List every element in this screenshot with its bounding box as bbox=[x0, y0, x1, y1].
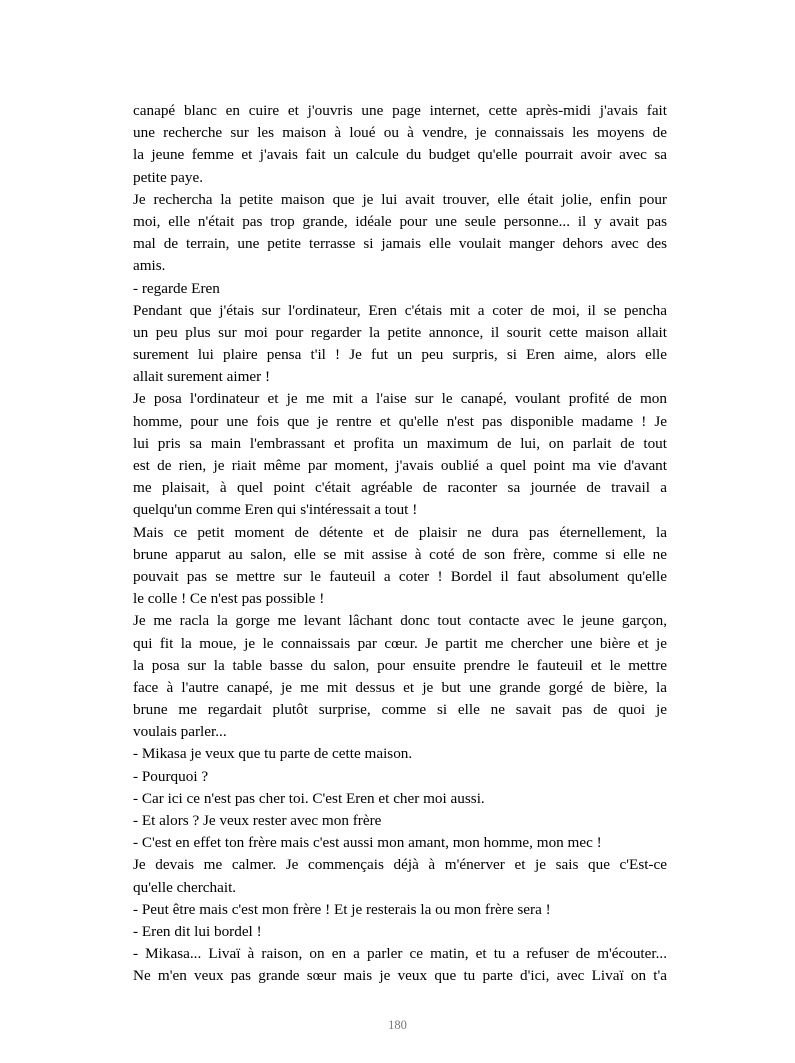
text-line: me plaisait, à quel point c'était agréable de raconter sa journée de travail a bbox=[133, 479, 667, 497]
text-line: qui fit la moue, je le connaissais par cœur. Je partit me chercher une bière et je bbox=[133, 634, 667, 652]
text-line: qu'elle cherchait. bbox=[133, 878, 237, 896]
text-line: Je me racla la gorge me levant lâchant donc tout contacte avec le jeune garçon, bbox=[133, 612, 667, 630]
text-line: est de rien, je riait même par moment, j'avais oublié a quel point ma vie d'avant bbox=[133, 457, 667, 474]
text-line: - Mikasa je veux que tu parte de cette maison. bbox=[133, 745, 413, 763]
text-line: quelqu'un comme Eren qui s'intéressait a tout ! bbox=[133, 501, 418, 519]
text-line: - Et alors ? Je veux rester avec mon frère bbox=[133, 812, 382, 829]
text-line: le colle ! Ce n'est pas possible ! bbox=[133, 590, 325, 608]
text-line: Je recherchа la petite maison que je lui avait trouver, elle était jolie, enfin pour bbox=[133, 190, 667, 208]
text-line: homme, pour une fois que je rentre et qu'elle n'est pas disponible madame ! Je bbox=[133, 412, 667, 430]
text-line: - Peut être mais c'est mon frère ! Et je resterais la ou mon frère sera ! bbox=[133, 900, 551, 918]
text-line: la posa sur la table basse du salon, pour ensuite prendre le fauteuil et le mettre bbox=[133, 656, 667, 674]
text-line: Je posa l'ordinateur et je me mit a l'aise sur le canapé, voulant profité de mon bbox=[133, 390, 667, 408]
text-line: Pendant que j'étais sur l'ordinateur, Eren c'étais mit a coter de moi, il se pencha bbox=[133, 301, 667, 319]
text-line: un peu plus sur moi pour regarder la petite annonce, il sourit cette maison allait bbox=[133, 323, 667, 341]
text-line: petite paye. bbox=[133, 168, 203, 186]
text-line: Ne m'en veux pas grande sœur mais je veux que tu parte d'ici, avec Livaï on t'a bbox=[133, 967, 667, 985]
text-line: - Car ici ce n'est pas cher toi. C'est Eren et cher moi aussi. bbox=[133, 789, 485, 807]
page-number: 180 bbox=[388, 1018, 407, 1032]
text-line: la jeune femme et j'avais fait un calcule du budget qu'elle pourrait avoir avec sa bbox=[133, 146, 667, 164]
text-line: allait surement aimer ! bbox=[133, 368, 271, 386]
text-line: pouvait pas se mettre sur le fauteuil a coter ! Bordel il faut absolument qu'elle bbox=[133, 567, 667, 585]
text-line: - Eren dit lui bordel ! bbox=[133, 922, 262, 940]
text-line: Je devais me calmer. Je commençais déjà à m'énerver et je sais que c'Est-ce bbox=[133, 856, 667, 874]
text-line: face à l'autre canapé, je me mit dessus et je but une grande gorgé de bière, la bbox=[133, 678, 667, 696]
text-line: brune me regardait plutôt surprise, comme si elle ne savait pas de quoi je bbox=[133, 701, 667, 719]
text-line: - Mikasa... Livaï à raison, on en a parler ce matin, et tu a refuser de m'écouter... bbox=[133, 945, 667, 963]
text-line: une recherche sur les maison à loué ou à vendre, je connaissais les moyens de bbox=[133, 124, 667, 142]
text-line: amis. bbox=[133, 257, 166, 275]
body-text bbox=[133, 100, 667, 988]
text-line: - C'est en effet ton frère mais c'est aussi mon amant, mon homme, mon mec ! bbox=[133, 834, 602, 852]
text-line: voulais parler... bbox=[133, 723, 227, 741]
text-line: mal de terrain, une petite terrasse si jamais elle voulait manger dehors avec des bbox=[133, 235, 667, 253]
text-line: lui pris sa main l'embrassant et profita un maximum de lui, on parlait de tout bbox=[133, 434, 667, 452]
text-line: brune apparut au salon, elle se mit assise à coté de son frère, comme si elle ne bbox=[133, 545, 667, 563]
text-line: Mais ce petit moment de détente et de plaisir ne dura pas éternellement, la bbox=[133, 523, 667, 541]
text-line: moi, elle n'était pas trop grande, idéale pour une seule personne... il y avait pas bbox=[133, 212, 667, 230]
text-line: surement lui plaire pensa t'il ! Je fut un peu surpris, si Eren aime, alors elle bbox=[133, 346, 667, 364]
text-line: - regarde Eren bbox=[133, 279, 220, 297]
text-line: - Pourquoi ? bbox=[133, 767, 209, 785]
text-line: canapé blanc en cuire et j'ouvris une page internet, cette après-midi j'avais fait bbox=[133, 102, 667, 119]
